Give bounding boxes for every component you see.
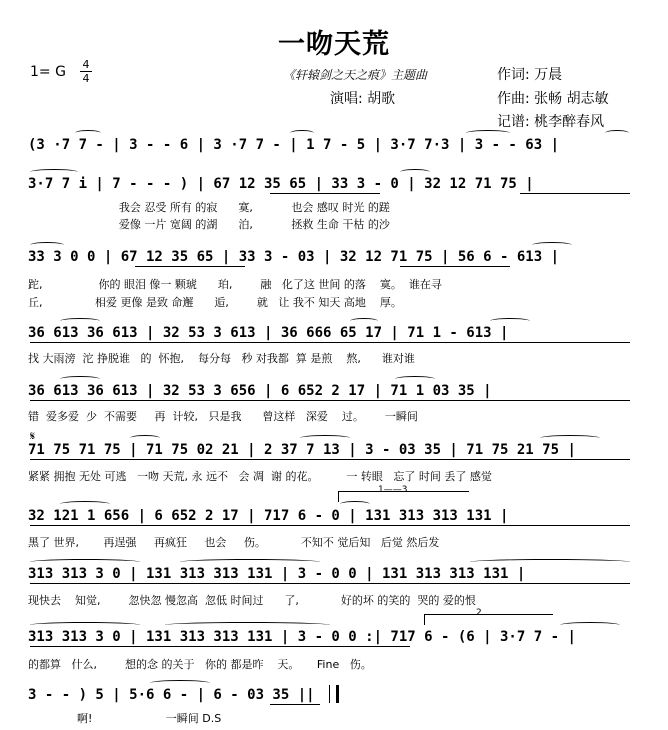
volta-label-2: 2 [476, 608, 482, 618]
score-line-4-lyrics: 找 大雨滂 沱 挣脱谁 的 怀抱, 每分每 秒 对我都 算 是煎 熬, 谁对谁 [28, 352, 415, 365]
score-line-5-notes: 36 613 36 613 | 32 53 3 656 | 6 652 2 17 | 71 1 03 35 | [28, 383, 492, 399]
score-line-8-lyrics: 现快去 知觉, 忽快忽 慢忽高 忽低 时间过 了, 好的坏 的笑的 哭的 爱的恨 [28, 594, 476, 607]
beam-underline [30, 342, 630, 343]
beam-underline [30, 646, 410, 647]
score-line-2-lyrics-verse-1: 我会 忍受 所有 的寂 寞, 也会 感叹 时光 的蹉 [28, 201, 390, 214]
score-line-5-lyrics: 错 爱多爱 少 不需要 再 计较, 只是我 曾这样 深爱 过。 一瞬间 [28, 410, 418, 423]
lyricist-credit: 作词: 万晨 [497, 67, 563, 83]
score-line-10-notes: 3 - - ) 5 | 5·6 6 - | 6 - 03 35 || [28, 687, 315, 703]
tie-mark [30, 242, 64, 248]
score-line-3-lyrics-verse-2: 丘, 相爱 更像 是致 命邂 逅, 就 让 我不 知天 高地 厚。 [28, 296, 402, 309]
key-signature: 1= G [30, 64, 66, 80]
score-line-8-notes: 313 313 3 0 | 131 313 313 131 | 3 - 0 0 | 131 313 313 131 | [28, 566, 526, 582]
time-signature [80, 59, 92, 84]
beam-underline [30, 525, 630, 526]
tie-mark [340, 501, 370, 507]
beam-underline [400, 266, 510, 267]
segno-sign: 𝄋 [30, 429, 36, 443]
tie-mark [540, 435, 600, 441]
volta-bracket-2 [424, 614, 553, 625]
beam-underline [30, 400, 630, 401]
beam-underline [270, 193, 380, 194]
tie-mark [60, 318, 100, 324]
score-line-6-notes: 71 75 71 75 | 71 75 02 21 | 2 37 7 13 | 3 - 03 35 | 71 75 21 75 | [28, 442, 576, 458]
score-line-3-lyrics-verse-1: 跎, 你的 眼泪 像一 颗琥 珀, 融 化了这 世间 的落 寞。 谁在寻 [28, 278, 442, 291]
score-line-7-notes: 32 121 1 656 | 6 652 2 17 | 717 6 - 0 | 131 313 313 131 | [28, 508, 509, 524]
tie-mark [30, 559, 140, 565]
score-line-2-lyrics-verse-2: 爱像 一片 宽阔 的湖 泊, 拯救 生命 干枯 的沙 [28, 218, 390, 231]
beam-underline [520, 193, 630, 194]
score-line-7-lyrics: 黑了 世界, 再逞强 再疯狂 也会 伤。 不知不 觉后知 后觉 然后发 [28, 536, 440, 549]
tie-mark [605, 130, 629, 136]
beam-underline [135, 266, 245, 267]
singer-credit: 演唱: 胡歌 [330, 91, 396, 107]
score-line-6-lyrics: 紧紧 拥抱 无处 可逃 一吻 天荒, 永 远不 会 凋 谢 的花。 一 转眼 忘了 时间 丢了 感觉 [28, 470, 492, 483]
song-title: 一吻天荒 [278, 29, 390, 60]
tie-mark [350, 318, 378, 324]
tie-mark [150, 680, 210, 686]
tie-mark [466, 130, 510, 136]
score-line-2-notes: 3·7 7 i | 7 - - - ) | 67 12 35 65 | 33 3 - 0 | 32 12 71 75 | [28, 176, 534, 192]
score-line-1-notes: (3 ·7 7 - | 3 - - 6 | 3 ·7 7 - | 1 7 - 5 | 3·7 7·3 | 3 - - 63 | [28, 137, 560, 153]
score-line-4-notes: 36 613 36 613 | 32 53 3 613 | 36 666 65 17 | 71 1 - 613 | [28, 325, 509, 341]
time-signature-top: 4 [82, 58, 90, 71]
transcriber-credit: 记谱: 桃李醉春风 [497, 114, 605, 130]
final-barline [329, 685, 339, 703]
time-signature-bottom: 4 [82, 72, 90, 85]
tie-mark [395, 376, 435, 382]
tie-mark [30, 622, 140, 628]
beam-underline [270, 704, 320, 705]
tie-mark [30, 169, 78, 175]
score-line-9-lyrics: 的都算 什么, 想的念 的关于 你的 都是昨 天。 Fine 伤。 [28, 658, 372, 671]
tie-mark [300, 435, 350, 441]
tie-mark [560, 622, 620, 628]
tie-mark [290, 130, 314, 136]
tie-mark [165, 622, 330, 628]
tie-mark [180, 559, 320, 565]
tie-mark [130, 435, 160, 441]
beam-underline [30, 583, 630, 584]
tie-mark [532, 242, 572, 248]
score-line-9-notes: 313 313 3 0 | 131 313 313 131 | 3 - 0 0 :| 717 6 - (6 | 3·7 7 - | [28, 629, 576, 645]
tie-mark [60, 501, 110, 507]
volta-label-1: 1——3 [378, 485, 408, 495]
song-subtitle: 《轩辕剑之天之痕》主题曲 [283, 68, 428, 82]
composer-credit: 作曲: 张畅 胡志敏 [497, 91, 609, 107]
score-line-10-lyrics: 啊! 一瞬间 D.S [28, 712, 222, 725]
tie-mark [490, 318, 530, 324]
tie-mark [75, 130, 101, 136]
tie-mark [400, 169, 430, 175]
score-line-3-notes: 33 3 0 0 | 67 12 35 65 | 33 3 - 03 | 32 12 71 75 | 56 6 - 613 | [28, 249, 560, 265]
beam-underline [30, 459, 630, 460]
tie-mark [470, 559, 630, 565]
tie-mark [60, 376, 100, 382]
